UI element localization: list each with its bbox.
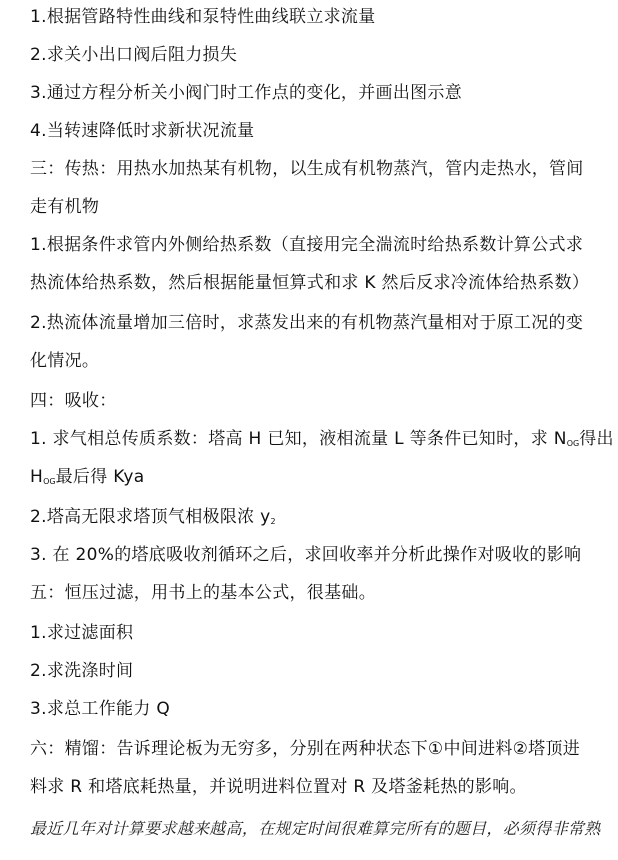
abs-1a-main: 1. 求气相总传质系数：塔高 H 已知，液相流量 L 等条件已知时，求 N (30, 429, 567, 449)
abs-1b-tail: 最后得 Kya (55, 467, 145, 487)
text-line-heat-2a: 2.热流体流量增加三倍时，求蒸发出来的有机物蒸汽量相对于原工况的变 (30, 313, 584, 333)
text-line-heat-2b: 化情况。 (30, 351, 100, 371)
text-line-abs-1a (30, 428, 614, 455)
text-line-abs-1b (30, 466, 145, 493)
section-heading-absorption: 四：吸收： (30, 391, 117, 411)
text-line-dist-cont: 料求 R 和塔底耗热量，并说明进料位置对 R 及塔釜耗热的影响。 (30, 777, 527, 797)
text-line-heat-1a: 1.根据条件求管内外侧给热系数（直接用完全湍流时给热系数计算公式求 (30, 235, 584, 255)
abs-2-main: 2.塔高无限求塔顶气相极限浓 y (30, 507, 271, 527)
abs-1a-tail: 得出 (579, 429, 614, 449)
text-line-pump-2: 2.求关小出口阀后阻力损失 (30, 45, 238, 65)
text-line-abs-2 (30, 506, 276, 533)
section-heading-heat-transfer: 三：传热：用热水加热某有机物，以生成有机物蒸汽，管内走热水，管间 (30, 159, 584, 179)
text-line-pump-1: 1.根据管路特性曲线和泵特性曲线联立求流量 (30, 7, 376, 27)
text-line-heat-1b: 热流体给热系数，然后根据能量恒算式和求 K 然后反求冷流体给热系数） (30, 273, 590, 293)
text-line-filt-2: 2.求洗涤时间 (30, 661, 134, 681)
text-line-pump-4: 4.当转速降低时求新状况流量 (30, 121, 255, 141)
abs-1b-h: H (30, 467, 44, 487)
subscript-2: 2 (270, 517, 276, 526)
text-line-filt-3: 3.求总工作能力 Q (30, 699, 171, 719)
text-line-closing-note: 最近几年对计算要求越来越高，在规定时间很难算完所有的题目，必须得非常熟 (30, 819, 601, 838)
subscript-og-2: OG (43, 477, 56, 486)
text-line-filt-1: 1.求过滤面积 (30, 623, 134, 643)
text-line-abs-3: 3. 在 20%的塔底吸收剂循环之后，求回收率并分析此操作对吸收的影响 (30, 545, 582, 565)
section-heading-filtration: 五：恒压过滤，用书上的基本公式，很基础。 (30, 583, 376, 603)
text-line-pump-3: 3.通过方程分析关小阀门时工作点的变化，并画出图示意 (30, 83, 463, 103)
text-line-heat-cont: 走有机物 (30, 197, 100, 217)
subscript-og: OG (566, 439, 580, 448)
section-heading-distillation: 六：精馏：告诉理论板为无穷多，分别在两种状态下①中间进料②塔顶进 (30, 739, 581, 759)
